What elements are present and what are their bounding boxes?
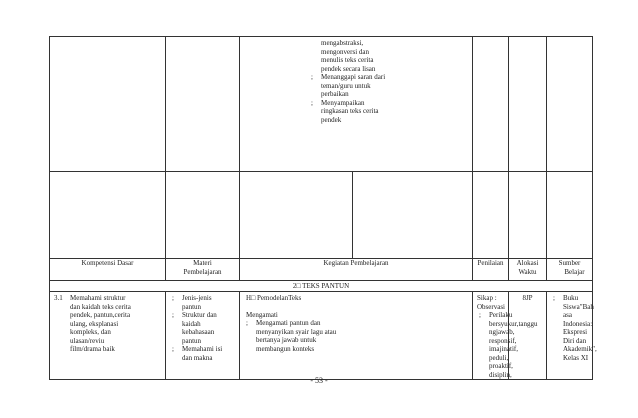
bullet-marker: ;: [246, 319, 248, 327]
page-number: - 53 -: [310, 376, 328, 385]
kegiatan-list: [240, 319, 472, 353]
empty-cell: [353, 172, 473, 259]
text-line: ngjawab,: [489, 328, 515, 336]
sumber-list: [547, 294, 597, 362]
text-line: dan makna: [182, 353, 213, 362]
alokasi-cell: 8JP: [509, 292, 547, 380]
header-line: Sumber: [558, 259, 581, 267]
text-line: mengabstraksi,: [321, 39, 364, 47]
text-line: kaidah: [182, 319, 201, 328]
upper-kegiatan-cell: [240, 37, 473, 172]
text-line: bertanya jawab untuk: [256, 336, 317, 344]
text-line: pendek: [321, 115, 342, 124]
text-line: Struktur dan: [182, 311, 217, 319]
kegiatan-subheading: Mengamati: [246, 310, 278, 319]
upper-penilaian-cell: [473, 37, 509, 172]
empty-row: [50, 172, 593, 259]
section-title: 2□ TEKS PANTUN: [50, 281, 593, 292]
header-line: Alokasi: [516, 259, 539, 267]
text-line: Ekspresi: [563, 328, 588, 336]
text-line: imajinatif, peduli,: [489, 345, 518, 362]
text-line: menyanyikan syair lagu atau: [256, 327, 337, 336]
text-line: film/drama baik: [70, 345, 115, 353]
upper-bullet-list: [305, 73, 421, 124]
bullet-marker: ;: [553, 294, 555, 302]
text-line: ulang, eksplanasi: [70, 319, 119, 328]
text-line: mengonversi dan: [321, 47, 370, 56]
upper-row: [50, 37, 593, 172]
materi-list: [166, 294, 239, 362]
text-line: Observasi: [477, 302, 505, 311]
text-line: membangun konteks: [256, 344, 315, 353]
text-line: bersyukur,tanggu: [489, 319, 538, 328]
text-line: kompleks, dan: [70, 328, 111, 336]
text-line: Perilaku: [489, 311, 513, 319]
empty-cell: [166, 172, 240, 259]
text-line: responsif,: [489, 336, 517, 345]
upper-sumber-cell: [547, 37, 593, 172]
empty-cell: [240, 172, 353, 259]
text-line: proaktif, disiplin,: [489, 362, 513, 379]
kd-cell: [50, 292, 166, 380]
header-kompetensi: Kompetensi Dasar: [50, 259, 166, 281]
text-line: pantun: [182, 336, 202, 345]
header-sumber: [547, 259, 593, 281]
text-line: pendek, pantun,cerita: [70, 311, 131, 319]
text-line: Menyampaikan: [321, 98, 365, 107]
text-line: Memahami isi: [182, 345, 223, 353]
upper-kd-cell: [50, 37, 166, 172]
list-item: [305, 99, 421, 125]
text-line: Diri dan: [563, 336, 587, 345]
text-line: Akademik",: [563, 345, 597, 353]
upper-materi-cell: [166, 37, 240, 172]
text-line: Siswa"Bah: [563, 302, 594, 311]
header-line: Materi: [193, 259, 212, 267]
text-line: pantun: [182, 302, 202, 311]
header-materi: [166, 259, 240, 281]
list-item: [166, 345, 239, 362]
header-alokasi: [509, 259, 547, 281]
header-line: Belajar: [564, 267, 585, 276]
header-row: [50, 259, 593, 281]
text-line: Indonesia:: [563, 319, 593, 328]
bullet-marker: ;: [311, 73, 313, 81]
bullet-marker: ;: [172, 345, 174, 353]
empty-cell: [473, 172, 509, 259]
text-line: Sikap :: [477, 294, 497, 302]
list-item: [240, 319, 472, 353]
bullet-marker: ;: [311, 98, 313, 107]
materi-cell: [166, 292, 240, 380]
kegiatan-heading: H□ PemodelanTeks: [246, 294, 302, 302]
upper-alokasi-cell: [509, 37, 547, 172]
list-item: [547, 294, 597, 362]
text-line: Kelas XI: [563, 353, 589, 362]
text-line: asa: [563, 311, 572, 319]
empty-cell: [547, 172, 593, 259]
header-penilaian: Penilaian: [473, 259, 509, 281]
list-item: [305, 73, 421, 99]
list-item: [473, 311, 538, 379]
kd-number: 3.1: [54, 294, 63, 302]
empty-cell: [50, 172, 166, 259]
list-item: [166, 294, 239, 311]
section-row: [50, 281, 593, 292]
kegiatan-cell: [240, 292, 473, 380]
text-line: pendek secara lisan: [321, 64, 376, 73]
text-line: perbaikan: [321, 90, 349, 98]
penilaian-list: [473, 311, 538, 379]
text-line: teman/guru untuk: [321, 81, 371, 90]
text-line: ulasan/reviu: [70, 336, 105, 345]
text-line: dan kaidah teks cerita: [70, 302, 131, 311]
sumber-cell: [547, 292, 597, 380]
text-line: Buku: [563, 294, 579, 302]
header-line: Waktu: [518, 267, 537, 276]
header-kegiatan: Kegiatan Pembelajaran: [240, 259, 473, 281]
text-line: Memahami struktur: [70, 294, 126, 302]
text-line: kebahasaan: [182, 328, 215, 336]
bullet-marker: ;: [172, 294, 174, 302]
continued-text: [305, 39, 421, 73]
text-line: menulis teks cerita: [321, 56, 374, 64]
syllabus-table: [49, 36, 597, 380]
kd-text: [70, 294, 131, 354]
empty-cell: [509, 172, 547, 259]
list-item: [166, 311, 239, 345]
text-line: ringkasan teks cerita: [321, 107, 379, 115]
content-row: [50, 292, 593, 380]
text-line: Jenis-jenis: [182, 294, 212, 302]
header-line: Pembelajaran: [183, 267, 222, 276]
text-line: Mengamati pantun dan: [256, 319, 321, 327]
bullet-marker: ;: [479, 311, 481, 319]
text-line: Menanggapi saran dari: [321, 73, 386, 81]
bullet-marker: ;: [172, 311, 174, 319]
